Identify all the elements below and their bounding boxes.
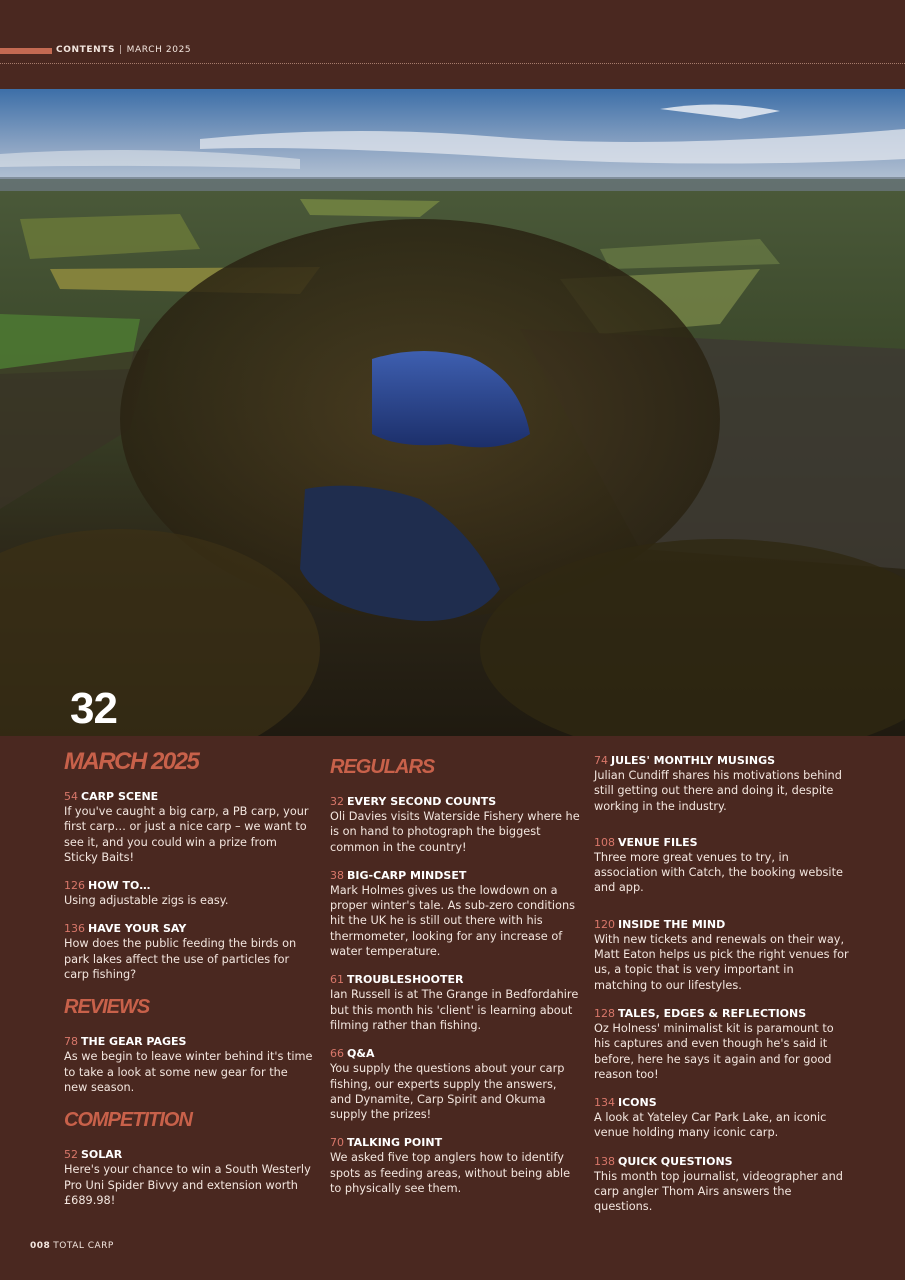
entry-page: 108 xyxy=(594,835,615,849)
header-label xyxy=(56,45,191,55)
entry-text: We asked five top anglers how to identify spots as feeding areas, without being able to physically see them. xyxy=(330,1151,571,1196)
entry-heading: BIG-CARP MINDSET xyxy=(347,868,467,882)
entry-page: 134 xyxy=(594,1096,615,1110)
entry-heading: HOW TO… xyxy=(88,879,151,893)
footer-magazine: TOTAL CARP xyxy=(53,1241,114,1251)
contents-column-1 xyxy=(64,748,314,1222)
entry-text: Mark Holmes gives us the lowdown on a proper winter's tale. As sub-zero conditions hit the UK he is still out there with his thermometer, looking for any increase of water temperature. xyxy=(330,883,575,959)
entry-text: This month top journalist, videographer and carp angler Thom Airs answers the questions. xyxy=(594,1169,843,1214)
contents-entry[interactable] xyxy=(594,836,849,896)
photo-page-number: 32 xyxy=(70,684,117,733)
entry-text: You supply the questions about your carp fishing, our experts supply the answers, and Dynamite, Carp Spirit and Okuma supply the prizes! xyxy=(330,1062,565,1122)
contents-entry[interactable] xyxy=(594,1155,849,1215)
header-section: CONTENTS xyxy=(56,45,116,55)
contents-entry[interactable] xyxy=(330,973,580,1033)
section-title-competition: COMPETITION xyxy=(64,1109,192,1132)
contents-entry[interactable] xyxy=(64,922,314,982)
entry-text: Three more great venues to try, in association with Catch, the booking website and app. xyxy=(594,850,843,895)
entry-text: Here's your chance to win a South Westerly Pro Uni Spider Bivvy and extension worth £689.98! xyxy=(64,1163,311,1207)
entry-heading: TROUBLESHOOTER xyxy=(347,973,464,987)
entry-heading: EVERY SECOND COUNTS xyxy=(347,795,497,808)
entry-text: As we begin to leave winter behind it's time to take a look at some new gear for the new season. xyxy=(64,1050,313,1094)
entry-page: 61 xyxy=(330,973,344,987)
entry-text: Oz Holness' minimalist kit is paramount to his captures and even though he's said it before, here he says it again and for good reason too! xyxy=(594,1021,834,1081)
section-title-regulars: REGULARS xyxy=(330,756,435,778)
entry-text: If you've caught a big carp, a PB carp, your first carp… or just a nice carp – we want to see it, and you could win a prize from Sticky Baits! xyxy=(64,805,309,864)
entry-text: Ian Russell is at The Grange in Bedfordahire but this month his 'client' is learning about filming rather than fishing. xyxy=(330,988,579,1032)
contents-entry[interactable] xyxy=(330,1047,580,1122)
entry-heading: ICONS xyxy=(618,1096,657,1110)
entry-page: 32 xyxy=(330,795,344,808)
contents-entry[interactable] xyxy=(594,1007,849,1082)
entry-text: With new tickets and renewals on their way, Matt Eaton helps us pick the right venues for us, a topic that is very important in matching to our lifestyles. xyxy=(594,932,849,992)
entry-page: 126 xyxy=(64,879,85,893)
header-separator: | xyxy=(119,45,123,55)
entry-heading: SOLAR xyxy=(81,1148,123,1162)
entry-text: Oli Davies visits Waterside Fishery where he is on hand to photograph the biggest common in the country! xyxy=(330,810,580,854)
entry-heading: TALES, EDGES & REFLECTIONS xyxy=(618,1006,807,1020)
entry-heading: TALKING POINT xyxy=(347,1136,443,1150)
contents-column-2 xyxy=(330,756,580,1210)
entry-text: A look at Yateley Car Park Lake, an iconic venue holding many iconic carp. xyxy=(594,1111,827,1140)
entry-heading: CARP SCENE xyxy=(81,790,159,803)
header-accent-bar xyxy=(0,48,52,54)
entry-page: 120 xyxy=(594,917,615,931)
section-title-reviews: REVIEWS xyxy=(64,996,150,1019)
page-footer xyxy=(30,1241,114,1251)
entry-heading: Q&A xyxy=(347,1047,375,1061)
entry-heading: QUICK QUESTIONS xyxy=(618,1154,733,1168)
entry-page: 74 xyxy=(594,754,608,767)
contents-entry[interactable] xyxy=(64,879,314,908)
contents-column-3 xyxy=(594,754,849,1229)
entry-text: How does the public feeding the birds on park lakes affect the use of particles for carp fishing? xyxy=(64,937,297,982)
entry-text: Julian Cundiff shares his motivations behind still getting out there and doing it, despite working in the industry. xyxy=(594,769,842,813)
entry-page: 70 xyxy=(330,1136,344,1150)
contents-entry[interactable] xyxy=(594,754,849,814)
contents-entry[interactable] xyxy=(64,1148,314,1208)
header-issue: MARCH 2025 xyxy=(126,45,192,55)
entry-page: 66 xyxy=(330,1047,344,1061)
contents-entry[interactable] xyxy=(330,1136,580,1196)
contents-entry[interactable] xyxy=(330,795,580,855)
entry-page: 138 xyxy=(594,1154,615,1168)
contents-entry[interactable] xyxy=(64,790,314,865)
entry-text: Using adjustable zigs is easy. xyxy=(64,894,229,908)
entry-page: 52 xyxy=(64,1148,78,1162)
entry-page: 38 xyxy=(330,868,344,882)
section-title-march: MARCH 2025 xyxy=(64,748,199,775)
entry-page: 54 xyxy=(64,790,78,803)
aerial-lake-photo xyxy=(0,89,905,736)
entry-heading: THE GEAR PAGES xyxy=(81,1035,187,1049)
contents-entry[interactable] xyxy=(330,869,580,959)
entry-heading: HAVE YOUR SAY xyxy=(88,922,187,936)
header-dotted-rule xyxy=(0,63,905,64)
page-header xyxy=(0,0,905,90)
entry-page: 128 xyxy=(594,1006,615,1020)
entry-page: 78 xyxy=(64,1035,78,1049)
contents-entry[interactable] xyxy=(594,918,849,993)
footer-page-number: 008 xyxy=(30,1241,51,1251)
contents-entry[interactable] xyxy=(594,1096,849,1141)
entry-heading: VENUE FILES xyxy=(618,835,698,849)
entry-page: 136 xyxy=(64,922,85,936)
entry-heading: JULES' MONTHLY MUSINGS xyxy=(611,754,776,767)
entry-heading: INSIDE THE MIND xyxy=(618,917,726,931)
contents-entry[interactable] xyxy=(64,1035,314,1095)
